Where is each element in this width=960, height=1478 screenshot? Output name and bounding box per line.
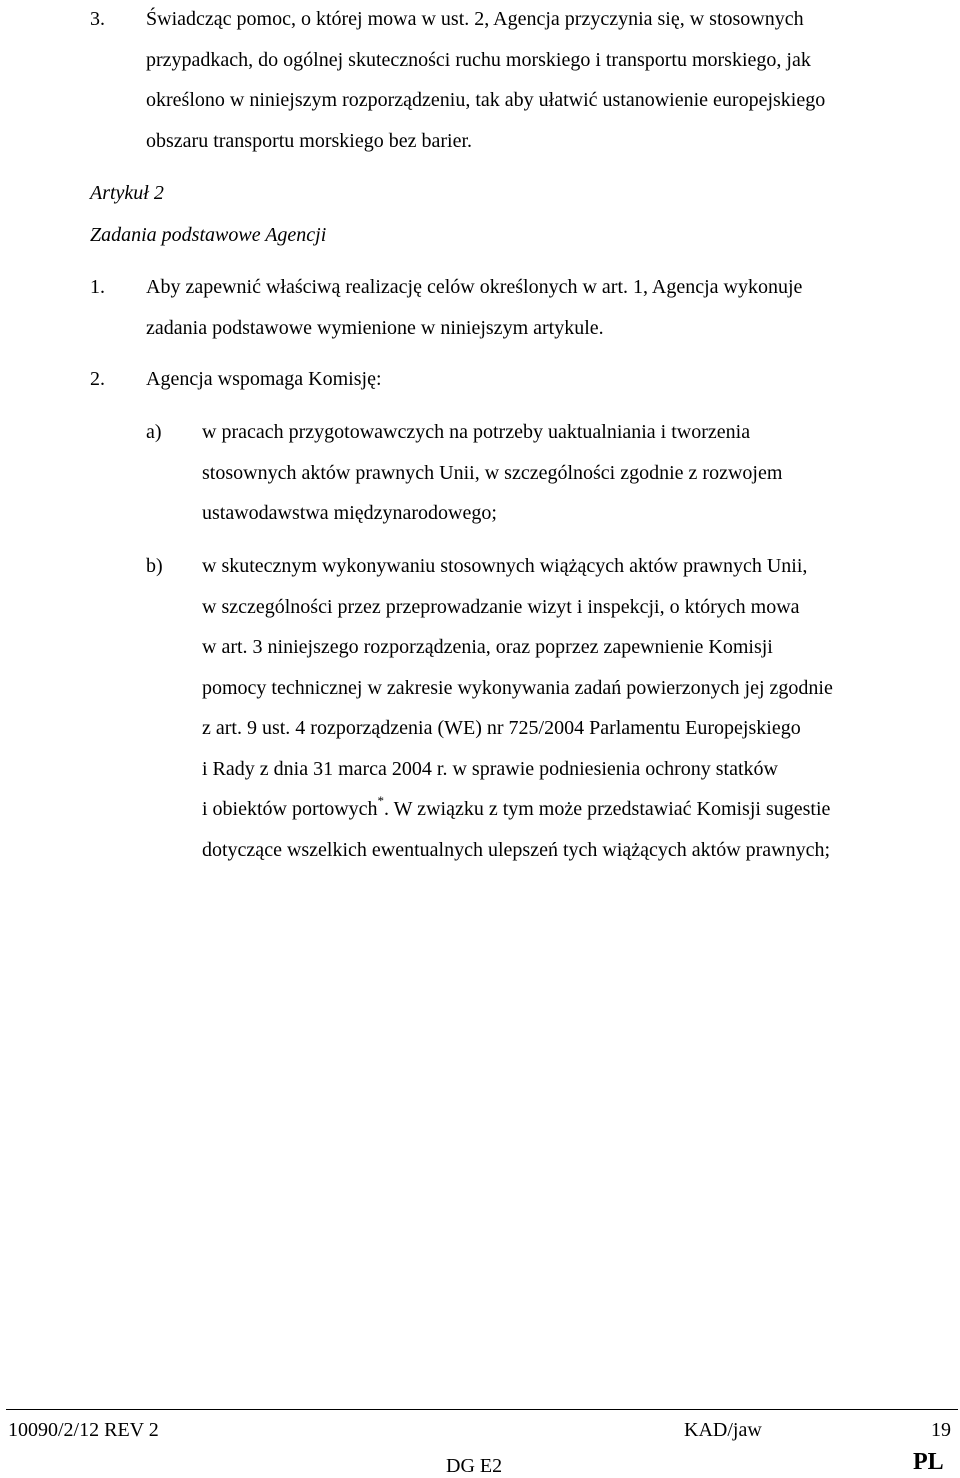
footer-divider [6,1409,958,1410]
text-line: obszaru transportu morskiego bez barier. [146,129,473,152]
point-text [202,546,960,870]
paragraph-text [146,267,956,348]
text-segment: . W związku z tym może przedstawiać Komisji sugestie [384,798,831,820]
text-line: stosownych aktów prawnych Unii, w szczególności zgodnie z rozwojem [202,461,783,484]
footer-language: PL [913,1449,944,1475]
text-line: w skutecznym wykonywaniu stosownych wiążących aktów prawnych Unii, [202,555,808,577]
paragraph-number: 1. [90,276,105,298]
footer-document-code: 10090/2/12 REV 2 [8,1419,159,1441]
article-title: Zadania podstawowe Agencji [90,224,327,246]
footer-directorate: DG E2 [446,1455,503,1477]
text-line: określono w niniejszym rozporządzeniu, tak aby ułatwić ustanowienie europejskiego [146,89,826,111]
text-line: w szczególności przez przeprowadzanie wizyt i inspekcji, o których mowa [202,595,800,618]
text-line: przypadkach, do ogólnej skuteczności ruchu morskiego i transportu morskiego, jak [146,48,811,71]
text-line: Świadcząc pomoc, o której mowa w ust. 2, Agencja przyczynia się, w stosownych [146,8,804,30]
text-line: pomocy technicznej w zakresie wykonywania zadań powierzonych jej zgodnie [202,676,833,699]
text-line: Agencja wspomaga Komisję: [146,368,382,390]
paragraph-number: 3. [90,8,105,30]
footnote-marker: * [377,793,385,809]
text-line: dotyczące wszelkich ewentualnych ulepszeń tych wiążących aktów prawnych; [202,838,831,861]
footer-page-number: 19 [931,1419,951,1441]
text-line: i Rady z dnia 31 marca 2004 r. w sprawie podniesienia ochrony statków [202,757,778,780]
footer-reference: KAD/jaw [684,1419,762,1441]
text-line: w art. 3 niniejszego rozporządzenia, oraz poprzez zapewnienie Komisji [202,636,773,658]
text-line: Aby zapewnić właściwą realizację celów określonych w art. 1, Agencja wykonuje [146,276,803,298]
text-line: ustawodawstwa międzynarodowego; [202,502,497,524]
article-label: Artykuł 2 [90,182,164,204]
point-text [202,412,960,534]
point-letter: a) [146,421,162,443]
paragraph-text [146,0,956,161]
text-line [202,789,960,830]
paragraph-text [146,359,956,400]
text-line: zadania podstawowe wymienione w niniejszym artykule. [146,316,604,339]
text-line: z art. 9 ust. 4 rozporządzenia (WE) nr 725/2004 Parlamentu Europejskiego [202,717,801,739]
text-segment: i obiektów portowych [202,798,378,820]
paragraph-number: 2. [90,368,105,390]
text-line: w pracach przygotowawczych na potrzeby uaktualniania i tworzenia [202,421,751,443]
point-letter: b) [146,555,163,577]
